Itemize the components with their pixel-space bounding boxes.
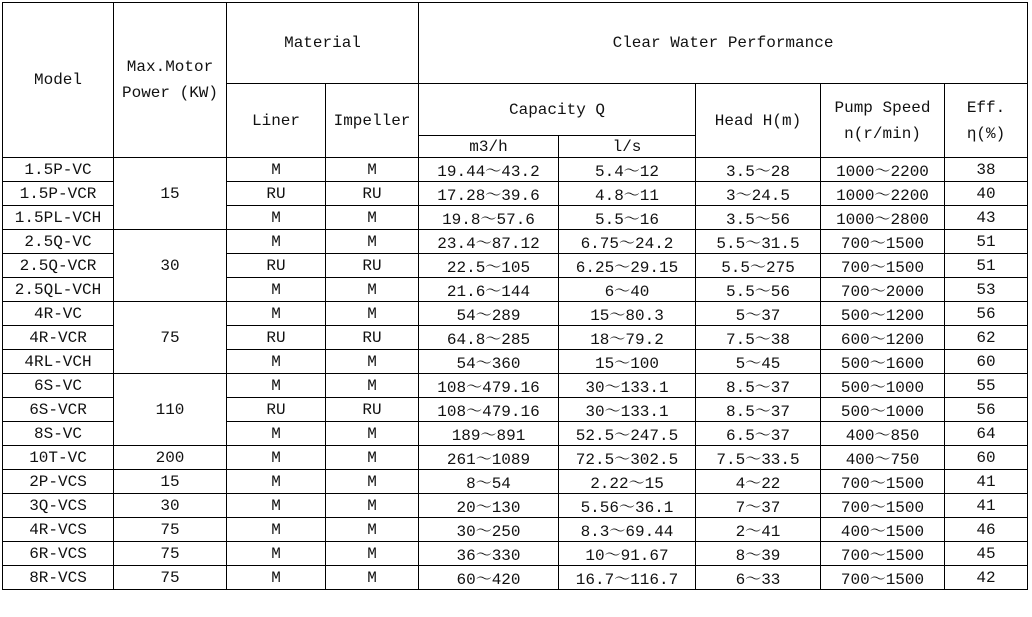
cell-model: 4RL-VCH [3, 350, 114, 374]
pump-spec-table [2, 2, 1028, 590]
header-unit-ls: l/s [559, 136, 696, 158]
cell-pump-speed: 500～1200 [821, 302, 945, 326]
cell-efficiency: 64 [945, 422, 1028, 446]
cell-capacity-m3h: 54～360 [419, 350, 559, 374]
cell-efficiency: 55 [945, 374, 1028, 398]
table-row [3, 542, 1028, 566]
cell-capacity-m3h: 108～479.16 [419, 374, 559, 398]
cell-head: 5～37 [696, 302, 821, 326]
cell-model: 1.5PL-VCH [3, 206, 114, 230]
cell-head: 8～39 [696, 542, 821, 566]
cell-pump-speed: 700～1500 [821, 542, 945, 566]
cell-efficiency: 56 [945, 398, 1028, 422]
cell-capacity-ls: 4.8～11 [559, 182, 696, 206]
cell-capacity-m3h: 64.8～285 [419, 326, 559, 350]
cell-pump-speed: 700～1500 [821, 494, 945, 518]
cell-motor-power: 75 [114, 302, 227, 374]
cell-liner: M [227, 422, 326, 446]
cell-model: 4R-VCR [3, 326, 114, 350]
cell-capacity-ls: 5.5～16 [559, 206, 696, 230]
cell-impeller: M [326, 278, 419, 302]
cell-head: 8.5～37 [696, 374, 821, 398]
cell-model: 1.5P-VC [3, 158, 114, 182]
cell-capacity-ls: 52.5～247.5 [559, 422, 696, 446]
cell-head: 3.5～56 [696, 206, 821, 230]
cell-capacity-ls: 18～79.2 [559, 326, 696, 350]
cell-capacity-m3h: 189～891 [419, 422, 559, 446]
cell-liner: M [227, 230, 326, 254]
cell-liner: RU [227, 182, 326, 206]
cell-efficiency: 38 [945, 158, 1028, 182]
table-row [3, 446, 1028, 470]
cell-motor-power: 75 [114, 518, 227, 542]
cell-capacity-ls: 30～133.1 [559, 374, 696, 398]
cell-efficiency: 45 [945, 542, 1028, 566]
cell-pump-speed: 400～1500 [821, 518, 945, 542]
cell-motor-power: 30 [114, 230, 227, 302]
cell-efficiency: 41 [945, 470, 1028, 494]
cell-motor-power: 30 [114, 494, 227, 518]
cell-liner: M [227, 566, 326, 590]
cell-efficiency: 56 [945, 302, 1028, 326]
cell-model: 8S-VC [3, 422, 114, 446]
cell-capacity-m3h: 54～289 [419, 302, 559, 326]
cell-efficiency: 60 [945, 446, 1028, 470]
header-impeller: Impeller [326, 84, 419, 158]
cell-liner: M [227, 446, 326, 470]
cell-liner: M [227, 542, 326, 566]
header-efficiency: Eff. η(%) [945, 84, 1028, 158]
cell-capacity-ls: 2.22～15 [559, 470, 696, 494]
cell-impeller: M [326, 230, 419, 254]
cell-efficiency: 53 [945, 278, 1028, 302]
cell-model: 2.5Q-VC [3, 230, 114, 254]
cell-capacity-m3h: 60～420 [419, 566, 559, 590]
cell-pump-speed: 400～850 [821, 422, 945, 446]
cell-capacity-ls: 15～100 [559, 350, 696, 374]
table-row [3, 230, 1028, 254]
cell-motor-power: 75 [114, 542, 227, 566]
cell-head: 4～22 [696, 470, 821, 494]
cell-pump-speed: 500～1000 [821, 374, 945, 398]
cell-liner: M [227, 350, 326, 374]
cell-head: 6～33 [696, 566, 821, 590]
cell-model: 6S-VCR [3, 398, 114, 422]
cell-head: 5.5～56 [696, 278, 821, 302]
table-row [3, 566, 1028, 590]
cell-head: 8.5～37 [696, 398, 821, 422]
cell-head: 5.5～275 [696, 254, 821, 278]
header-unit-m3h: m3/h [419, 136, 559, 158]
header-performance: Clear Water Performance [419, 3, 1028, 84]
cell-head: 7～37 [696, 494, 821, 518]
header-material: Material [227, 3, 419, 84]
cell-capacity-ls: 5.56～36.1 [559, 494, 696, 518]
cell-capacity-ls: 30～133.1 [559, 398, 696, 422]
header-capacity: Capacity Q [419, 84, 696, 136]
cell-efficiency: 62 [945, 326, 1028, 350]
cell-efficiency: 51 [945, 230, 1028, 254]
cell-liner: M [227, 278, 326, 302]
cell-impeller: RU [326, 398, 419, 422]
cell-head: 3～24.5 [696, 182, 821, 206]
cell-capacity-m3h: 30～250 [419, 518, 559, 542]
cell-pump-speed: 1000～2200 [821, 158, 945, 182]
cell-motor-power: 15 [114, 158, 227, 230]
cell-capacity-m3h: 8～54 [419, 470, 559, 494]
cell-motor-power: 200 [114, 446, 227, 470]
cell-capacity-m3h: 19.44～43.2 [419, 158, 559, 182]
cell-head: 3.5～28 [696, 158, 821, 182]
cell-pump-speed: 500～1000 [821, 398, 945, 422]
cell-head: 5.5～31.5 [696, 230, 821, 254]
table-row [3, 374, 1028, 398]
cell-efficiency: 60 [945, 350, 1028, 374]
cell-liner: RU [227, 254, 326, 278]
cell-liner: RU [227, 326, 326, 350]
cell-capacity-m3h: 17.28～39.6 [419, 182, 559, 206]
cell-pump-speed: 1000～2800 [821, 206, 945, 230]
cell-efficiency: 51 [945, 254, 1028, 278]
header-liner: Liner [227, 84, 326, 158]
cell-impeller: M [326, 350, 419, 374]
cell-impeller: M [326, 518, 419, 542]
cell-capacity-m3h: 23.4～87.12 [419, 230, 559, 254]
cell-liner: M [227, 470, 326, 494]
cell-efficiency: 46 [945, 518, 1028, 542]
cell-impeller: M [326, 566, 419, 590]
cell-impeller: M [326, 494, 419, 518]
cell-model: 1.5P-VCR [3, 182, 114, 206]
cell-impeller: M [326, 158, 419, 182]
cell-impeller: RU [326, 182, 419, 206]
cell-capacity-ls: 6.75～24.2 [559, 230, 696, 254]
cell-model: 6R-VCS [3, 542, 114, 566]
cell-model: 4R-VC [3, 302, 114, 326]
cell-motor-power: 15 [114, 470, 227, 494]
cell-pump-speed: 700～1500 [821, 470, 945, 494]
table-row [3, 494, 1028, 518]
cell-impeller: M [326, 206, 419, 230]
cell-liner: M [227, 494, 326, 518]
cell-pump-speed: 500～1600 [821, 350, 945, 374]
cell-head: 7.5～33.5 [696, 446, 821, 470]
cell-liner: M [227, 518, 326, 542]
header-pump-speed: Pump Speed n(r/min) [821, 84, 945, 158]
cell-pump-speed: 700～1500 [821, 254, 945, 278]
cell-capacity-m3h: 261～1089 [419, 446, 559, 470]
cell-model: 2.5Q-VCR [3, 254, 114, 278]
cell-head: 5～45 [696, 350, 821, 374]
cell-efficiency: 42 [945, 566, 1028, 590]
cell-pump-speed: 400～750 [821, 446, 945, 470]
cell-capacity-m3h: 108～479.16 [419, 398, 559, 422]
cell-efficiency: 43 [945, 206, 1028, 230]
cell-capacity-m3h: 21.6～144 [419, 278, 559, 302]
cell-capacity-ls: 16.7～116.7 [559, 566, 696, 590]
cell-liner: M [227, 206, 326, 230]
cell-pump-speed: 700～1500 [821, 230, 945, 254]
cell-efficiency: 40 [945, 182, 1028, 206]
cell-liner: RU [227, 398, 326, 422]
cell-motor-power: 110 [114, 374, 227, 446]
cell-pump-speed: 1000～2200 [821, 182, 945, 206]
cell-capacity-ls: 15～80.3 [559, 302, 696, 326]
table-row [3, 158, 1028, 182]
cell-capacity-m3h: 36～330 [419, 542, 559, 566]
cell-pump-speed: 600～1200 [821, 326, 945, 350]
cell-efficiency: 41 [945, 494, 1028, 518]
cell-head: 7.5～38 [696, 326, 821, 350]
cell-head: 2～41 [696, 518, 821, 542]
cell-capacity-ls: 72.5～302.5 [559, 446, 696, 470]
cell-model: 3Q-VCS [3, 494, 114, 518]
cell-capacity-ls: 10～91.67 [559, 542, 696, 566]
cell-model: 2.5QL-VCH [3, 278, 114, 302]
table-row [3, 470, 1028, 494]
header-motor-power: Max.Motor Power (KW) [114, 3, 227, 158]
cell-impeller: M [326, 422, 419, 446]
cell-impeller: M [326, 374, 419, 398]
table-row [3, 518, 1028, 542]
cell-capacity-m3h: 20～130 [419, 494, 559, 518]
cell-capacity-m3h: 22.5～105 [419, 254, 559, 278]
cell-head: 6.5～37 [696, 422, 821, 446]
cell-model: 2P-VCS [3, 470, 114, 494]
cell-impeller: RU [326, 326, 419, 350]
cell-model: 10T-VC [3, 446, 114, 470]
cell-pump-speed: 700～2000 [821, 278, 945, 302]
cell-capacity-ls: 6.25～29.15 [559, 254, 696, 278]
table-body [3, 158, 1028, 590]
cell-capacity-ls: 8.3～69.44 [559, 518, 696, 542]
cell-capacity-m3h: 19.8～57.6 [419, 206, 559, 230]
cell-capacity-ls: 6～40 [559, 278, 696, 302]
cell-motor-power: 75 [114, 566, 227, 590]
cell-impeller: M [326, 302, 419, 326]
cell-impeller: RU [326, 254, 419, 278]
header-head: Head H(m) [696, 84, 821, 158]
cell-impeller: M [326, 542, 419, 566]
header-model: Model [3, 3, 114, 158]
cell-liner: M [227, 158, 326, 182]
cell-pump-speed: 700～1500 [821, 566, 945, 590]
cell-liner: M [227, 302, 326, 326]
cell-capacity-ls: 5.4～12 [559, 158, 696, 182]
cell-impeller: M [326, 446, 419, 470]
table-row [3, 302, 1028, 326]
cell-model: 8R-VCS [3, 566, 114, 590]
cell-impeller: M [326, 470, 419, 494]
cell-model: 4R-VCS [3, 518, 114, 542]
cell-model: 6S-VC [3, 374, 114, 398]
cell-liner: M [227, 374, 326, 398]
